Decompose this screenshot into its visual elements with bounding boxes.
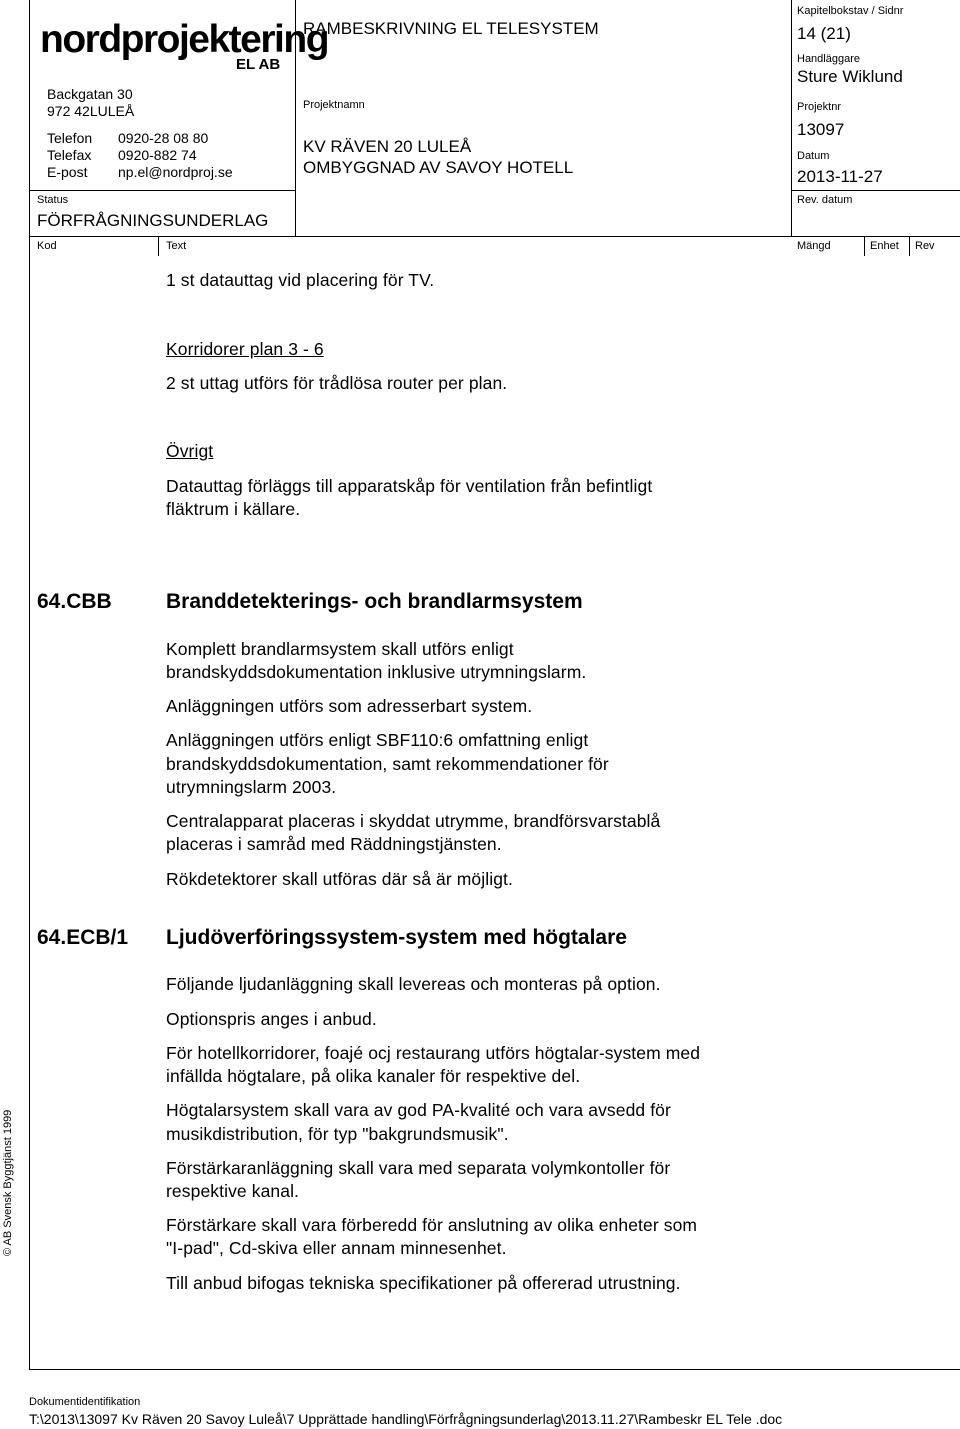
audio-paragraph-5-line1: Förstärkaranläggning skall vara med separata volymkontoller för — [166, 1158, 671, 1178]
audio-paragraph-6-line2: "I-pad", Cd-skiva eller annam minnesenhet. — [166, 1238, 507, 1258]
revdate-label: Rev. datum — [797, 194, 853, 206]
col-kod: Kod — [37, 240, 57, 252]
project-name-line2: OMBYGGNAD AV SAVOY HOTELL — [303, 158, 574, 177]
paragraph-tv-outlet: 1 st datauttag vid placering för TV. — [166, 270, 435, 290]
contact-phone-value: 0920-28 08 80 — [118, 130, 209, 146]
address-street: Backgatan 30 — [47, 86, 133, 102]
paragraph-router: 2 st uttag utförs för trådlösa router per plan. — [166, 373, 508, 393]
contact-fax-label: Telefax — [47, 147, 92, 163]
audio-paragraph-4-line2: musikdistribution, för typ "bakgrundsmusik". — [166, 1124, 509, 1144]
fire-paragraph-3-line1: Anläggningen utförs enligt SBF110:6 omfattning enligt — [166, 730, 589, 750]
date-value: 2013-11-27 — [797, 167, 883, 186]
status-value: FÖRFRÅGNINGSUNDERLAG — [37, 211, 269, 230]
contact-phone-label: Telefon — [47, 130, 93, 146]
audio-paragraph-1: Följande ljudanläggning skall levereas och monteras på option. — [166, 974, 661, 994]
header-divider-right — [791, 0, 792, 236]
contact-fax-value: 0920-882 74 — [118, 147, 197, 163]
company-logo: nordprojektering — [40, 18, 329, 61]
audio-paragraph-7: Till anbud bifogas tekniska specifikationer på offererad utrustning. — [166, 1273, 681, 1293]
header-line-mid — [29, 190, 295, 191]
col-divider-enhet — [909, 236, 910, 256]
side-copyright: © AB Svensk Byggtjänst 1999 — [2, 1109, 14, 1256]
fire-paragraph-1-line2: brandskyddsdokumentation inklusive utrymningslarm. — [166, 662, 587, 682]
audio-paragraph-3-line1: För hotellkorridorer, foajé ocj restaurang utförs högtalar-system med — [166, 1043, 701, 1063]
header-line-bottom — [29, 236, 960, 237]
project-name-label: Projektnamn — [303, 99, 365, 111]
fire-paragraph-1-line1: Komplett brandlarmsystem skall utförs enligt — [166, 639, 514, 659]
fire-paragraph-4-line2: placeras i samråd med Räddningstjänsten. — [166, 834, 502, 854]
audio-paragraph-4-line1: Högtalarsystem skall vara av god PA-kvalité och vara avsedd för — [166, 1100, 671, 1120]
section-title-ljud: Ljudöverföringssystem-system med högtalare — [166, 926, 627, 949]
handler-label: Handläggare — [797, 53, 860, 65]
audio-paragraph-5-line2: respektive kanal. — [166, 1181, 300, 1201]
doc-id-label: Dokumentidentifikation — [29, 1396, 141, 1408]
company-logo-sub: EL AB — [236, 56, 281, 73]
col-divider-kod — [158, 236, 159, 256]
fire-paragraph-3-line2: brandskyddsdokumentation, samt rekommendationer för — [166, 754, 609, 774]
header-line-mid-right — [791, 190, 960, 191]
date-label: Datum — [797, 150, 830, 162]
audio-paragraph-3-line2: infällda högtalare, på olika kanaler för respektive del. — [166, 1066, 581, 1086]
section-code-ecb: 64.ECB/1 — [37, 926, 129, 949]
paragraph-datauttag-line1: Datauttag förläggs till apparatskåp för ventilation från befintligt — [166, 476, 653, 496]
chapter-value: 14 (21) — [797, 24, 851, 43]
heading-ovrigt: Övrigt — [166, 441, 214, 461]
fire-paragraph-2: Anläggningen utförs som adresserbart system. — [166, 696, 533, 716]
heading-korridorer: Korridorer plan 3 - 6 — [166, 339, 324, 359]
fire-paragraph-5: Rökdetektorer skall utföras där så är möjligt. — [166, 869, 513, 889]
col-text: Text — [166, 240, 187, 252]
address-postal: 972 42LULEÅ — [47, 103, 135, 119]
contact-email-label: E-post — [47, 164, 88, 180]
col-divider-mangd — [864, 236, 865, 256]
projnr-label: Projektnr — [797, 101, 842, 113]
section-title-brandlarm: Branddetekterings- och brandlarmsystem — [166, 590, 583, 613]
chapter-label: Kapitelbokstav / Sidnr — [797, 5, 904, 17]
handler-value: Sture Wiklund — [797, 67, 903, 86]
projnr-value: 13097 — [797, 120, 845, 139]
fire-paragraph-4-line1: Centralapparat placeras i skyddat utrymme, brandförsvarstablå — [166, 811, 661, 831]
audio-paragraph-6-line1: Förstärkare skall vara förberedd för anslutning av olika enheter som — [166, 1215, 698, 1235]
fire-paragraph-3-line3: utrymningslarm 2003. — [166, 777, 337, 797]
col-rev: Rev — [915, 240, 935, 252]
audio-paragraph-2: Optionspris anges i anbud. — [166, 1009, 377, 1029]
paragraph-datauttag-line2: fläktrum i källare. — [166, 499, 301, 519]
doc-title: RAMBESKRIVNING EL TELESYSTEM — [303, 19, 599, 38]
section-code-cbb: 64.CBB — [37, 590, 112, 613]
project-name-line1: KV RÄVEN 20 LULEÅ — [303, 137, 472, 156]
col-mangd: Mängd — [797, 240, 831, 252]
contact-email-value: np.el@nordproj.se — [118, 164, 233, 180]
doc-path: T:\2013\13097 Kv Räven 20 Savoy Luleå\7 Upprättade handling\Förfrågningsunderlag\2013.11.27\Rambeskr EL Tele .doc — [29, 1411, 783, 1427]
status-label: Status — [37, 194, 69, 206]
col-enhet: Enhet — [870, 240, 899, 252]
